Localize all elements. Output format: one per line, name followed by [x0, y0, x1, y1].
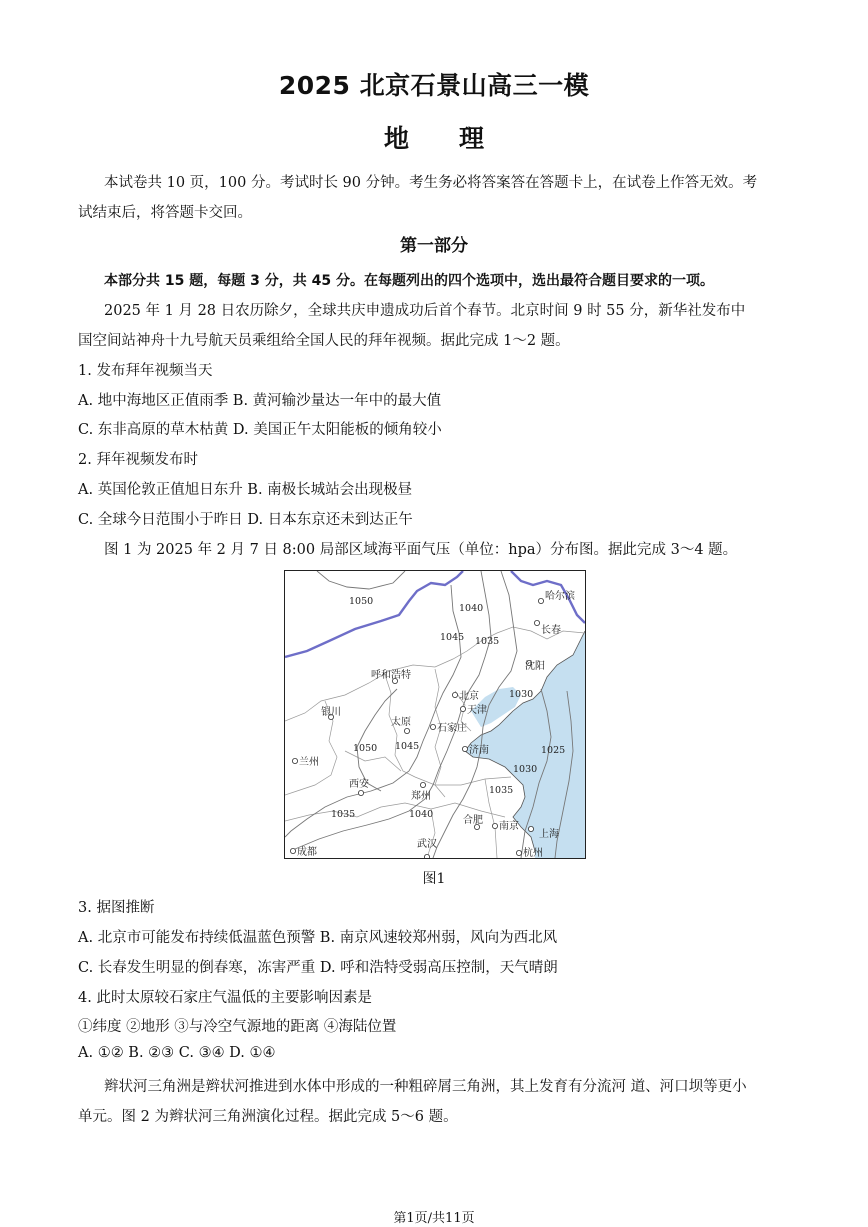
isobar-label: 1040 — [459, 603, 484, 614]
isobar-label: 1025 — [541, 745, 566, 756]
city-marker — [528, 826, 533, 831]
city-marker — [290, 848, 295, 853]
isobar-label: 1030 — [509, 689, 534, 700]
city-marker — [460, 706, 465, 711]
city-marker — [404, 728, 409, 733]
isobar-label: 1035 — [475, 636, 500, 647]
isobar-label: 1045 — [440, 632, 465, 643]
passage1-line-2: 国空间站神舟十九号航天员乘组给全国人民的拜年视频。据此完成 1～2 题。 — [78, 333, 570, 349]
city-marker — [430, 724, 435, 729]
passage2-line-1: 图 1 为 2025 年 2 月 7 日 8:00 局部区域海平面气压（单位：hpa）分布图。据此完成 3～4 题。 — [104, 542, 738, 558]
isobar-label: 1030 — [513, 764, 538, 775]
q1-options-ab: A. 地中海地区正值雨季 B. 黄河输沙量达一年中的最大值 — [78, 393, 442, 409]
city-label-xian: 西安 — [349, 779, 369, 790]
city-label-wuhan: 武汉 — [417, 839, 437, 850]
city-marker — [452, 692, 457, 697]
city-marker — [516, 850, 521, 855]
part-heading: 第一部分 — [400, 236, 468, 256]
q1-options-cd: C. 东非高原的草木枯黄 D. 美国正午太阳能板的倾角较小 — [78, 422, 442, 438]
city-label-hangzhou: 杭州 — [523, 848, 543, 858]
intro-line-2: 试结束后，将答题卡交回。 — [78, 205, 252, 221]
city-label-beijing: 北京 — [459, 691, 479, 702]
city-label-lanzhou: 兰州 — [299, 757, 319, 768]
city-marker — [358, 790, 363, 795]
isobar-label: 1050 — [349, 596, 374, 607]
passage3-line-1: 辫状河三角洲是辫状河推进到水体中形成的一种粗碎屑三角洲，其上发育有分流河 道、河口坝等更小 — [104, 1079, 747, 1095]
isobar-label: 1050 — [353, 743, 378, 754]
city-label-tianjin: 天津 — [467, 705, 487, 716]
q2-options-cd: C. 全球今日范围小于昨日 D. 日本东京还未到达正午 — [78, 512, 413, 528]
intro-line-1: 本试卷共 10 页，100 分。考试时长 90 分钟。考生务必将答案答在答题卡上，在试卷上作答无效。考 — [104, 175, 758, 191]
q4-options: A. ①② B. ②③ C. ③④ D. ①④ — [78, 1045, 276, 1061]
exam-title: 2025 北京石景山高三一模 — [278, 71, 590, 100]
city-marker — [462, 746, 467, 751]
city-marker — [492, 823, 497, 828]
passage3-line-2: 单元。图 2 为辫状河三角洲演化过程。据此完成 5～6 题。 — [78, 1109, 458, 1125]
city-label-zhengzhou: 郑州 — [411, 791, 431, 802]
city-marker — [534, 620, 539, 625]
city-marker — [420, 782, 425, 787]
passage1-line-1: 2025 年 1 月 28 日农历除夕，全球共庆申遗成功后首个春节。北京时间 9 时 55 分，新华社发布中 — [104, 303, 746, 319]
q2-options-ab: A. 英国伦敦正值旭日东升 B. 南极长城站会出现极昼 — [78, 482, 413, 498]
isobar-label: 1035 — [331, 809, 356, 820]
q4-stem: 4. 此时太原较石家庄气温低的主要影响因素是 — [78, 990, 372, 1006]
city-marker — [538, 598, 543, 603]
city-label-yinchuan: 银川 — [321, 707, 341, 718]
q3-stem: 3. 据图推断 — [78, 900, 155, 916]
city-label-taiyuan: 太原 — [391, 717, 411, 728]
isobar-label: 1035 — [489, 785, 514, 796]
figure1-caption: 图1 — [422, 871, 446, 887]
isobar-line — [317, 571, 405, 589]
city-label-shenyang: 沈阳 — [525, 661, 545, 672]
pressure-map-figure — [284, 570, 586, 859]
city-label-shijiazhuang: 石家庄 — [437, 723, 467, 734]
pressure-map-svg — [285, 571, 585, 858]
city-label-shanghai: 上海 — [539, 829, 559, 840]
q1-stem: 1. 发布拜年视频当天 — [78, 363, 213, 379]
city-label-nanjing: 南京 — [499, 821, 519, 832]
isobar-label: 1045 — [395, 741, 420, 752]
city-label-hohhot: 呼和浩特 — [371, 670, 411, 681]
city-label-jinan: 济南 — [469, 745, 489, 756]
page-number: 第1页/共11页 — [393, 1211, 475, 1226]
part-instruction: 本部分共 15 题，每题 3 分，共 45 分。在每题列出的四个选项中，选出最符合题目要求的一项。 — [104, 273, 714, 289]
q4-factors: ①纬度 ②地形 ③与冷空气源地的距离 ④海陆位置 — [78, 1019, 397, 1035]
isobar-line — [357, 689, 397, 791]
national-border — [285, 571, 463, 657]
isobar-label: 1040 — [409, 809, 434, 820]
q3-options-ab: A. 北京市可能发布持续低温蓝色预警 B. 南京风速较郑州弱，风向为西北风 — [78, 930, 558, 946]
city-label-harbin: 哈尔滨 — [545, 591, 575, 602]
city-label-hefei: 合肥 — [463, 815, 483, 826]
city-marker — [292, 758, 297, 763]
q3-options-cd: C. 长春发生明显的倒春寒，冻害严重 D. 呼和浩特受弱高压控制，天气晴朗 — [78, 960, 558, 976]
q2-stem: 2. 拜年视频发布时 — [78, 452, 198, 468]
city-marker — [424, 854, 429, 858]
subject-title: 地 理 — [383, 124, 484, 153]
city-label-changchun: 长春 — [541, 625, 561, 636]
city-label-chengdu: 成都 — [297, 847, 317, 858]
